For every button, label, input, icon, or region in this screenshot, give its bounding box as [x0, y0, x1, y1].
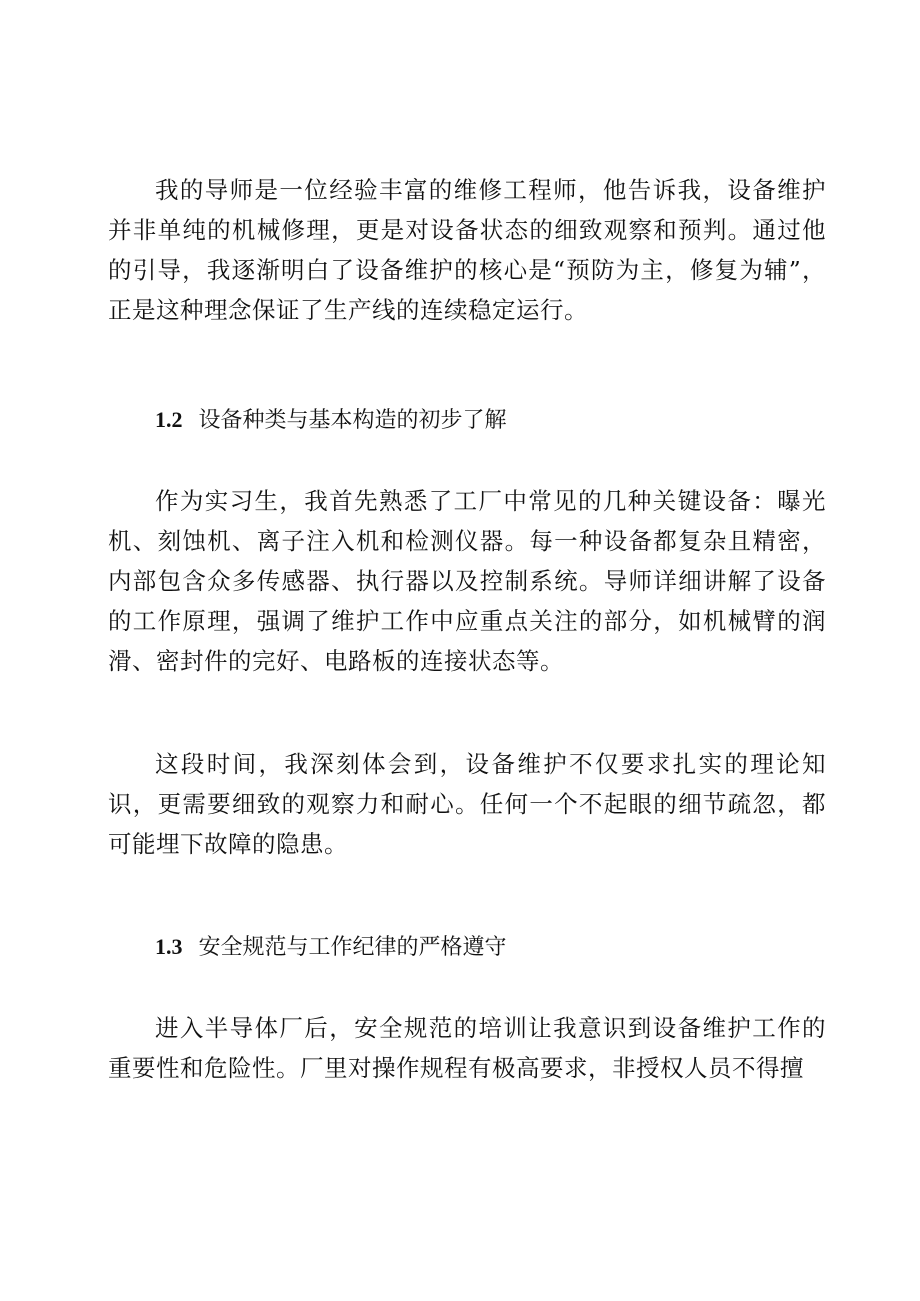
- section-number: 1.3: [155, 934, 183, 959]
- paragraph-mentor: 我的导师是一位经验丰富的维修工程师，他告诉我，设备维护并非单纯的机械修理，更是对设备状态的细致观察和预判。通过他的引导，我逐渐明白了设备维护的核心是“预防为主，修复为辅”，正是这种理念保证了生产线的连续稳定运行。: [108, 176, 826, 324]
- section-number: 1.2: [155, 407, 183, 432]
- section-heading-1-2: [155, 405, 507, 436]
- section-title: 安全规范与工作纪律的严格遵守: [198, 935, 507, 960]
- paragraph-reflection: 这段时间，我深刻体会到，设备维护不仅要求扎实的理论知识，更需要细致的观察力和耐心。任何一个不起眼的细节疏忽，都可能埋下故障的隐患。: [108, 750, 826, 858]
- paragraph-safety: 进入半导体厂后，安全规范的培训让我意识到设备维护工作的重要性和危险性。厂里对操作规程有极高要求，非授权人员不得擅: [108, 1014, 826, 1082]
- paragraph-equipment: 作为实习生，我首先熟悉了工厂中常见的几种关键设备：曝光机、刻蚀机、离子注入机和检测仪器。每一种设备都复杂且精密，内部包含众多传感器、执行器以及控制系统。导师详细讲解了设备的工作原理，强调了维护工作中应重点关注的部分，如机械臂的润滑、密封件的完好、电路板的连接状态等。: [108, 487, 826, 675]
- section-heading-1-3: [155, 932, 507, 963]
- section-title: 设备种类与基本构造的初步了解: [198, 408, 507, 433]
